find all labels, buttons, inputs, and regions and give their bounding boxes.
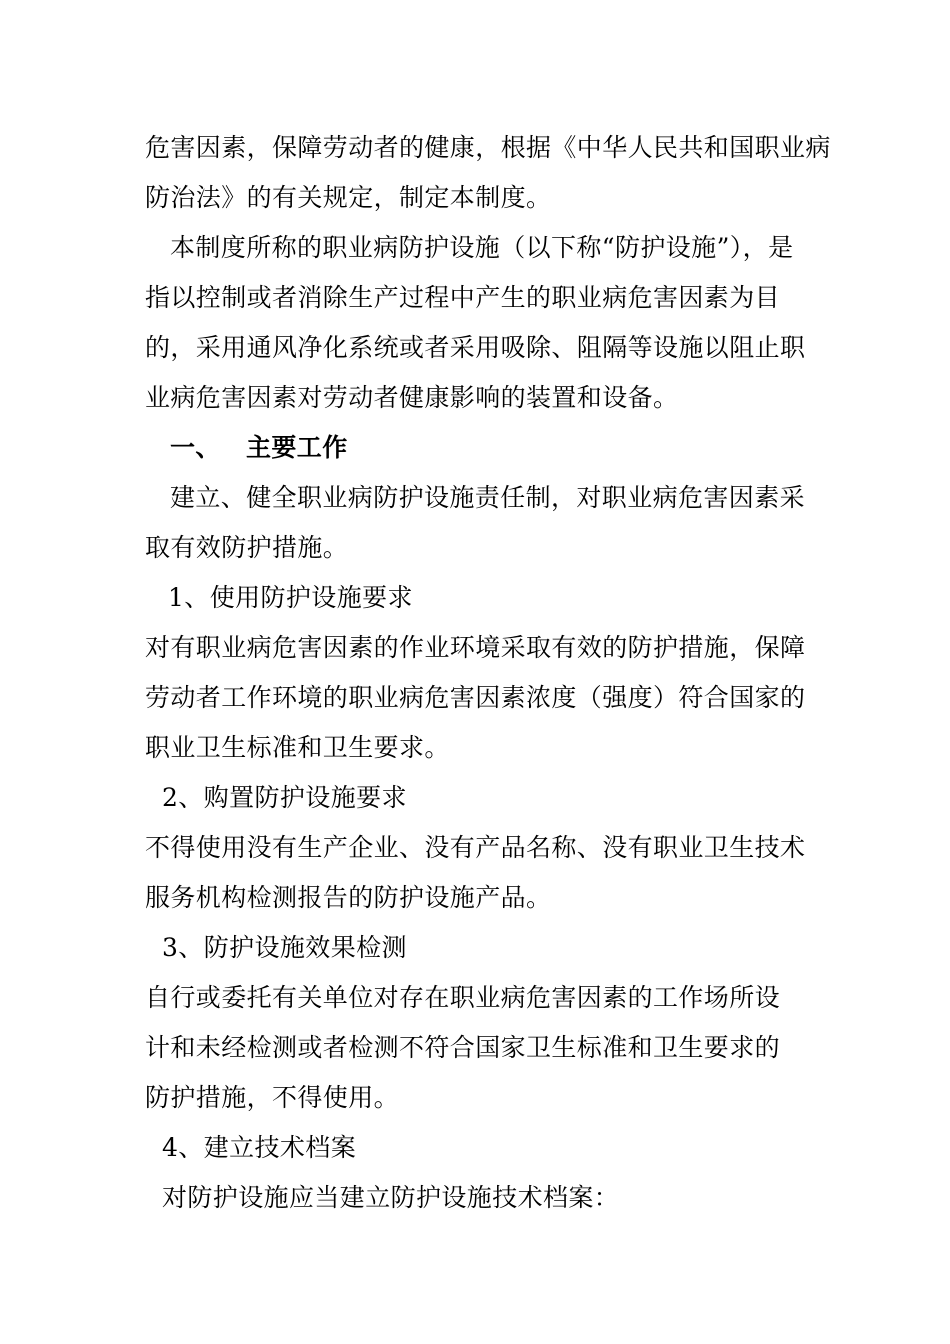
body-text-line: 防护措施，不得使用。 xyxy=(145,1083,400,1112)
body-text-line: 对有职业病危害因素的作业环境采取有效的防护措施，保障 xyxy=(145,633,806,662)
body-text-line: 危害因素，保障劳动者的健康，根据《中华人民共和国职业病 xyxy=(145,133,831,162)
body-text-line: 职业卫生标准和卫生要求。 xyxy=(145,733,450,762)
body-text-line: 计和未经检测或者检测不符合国家卫生标准和卫生要求的 xyxy=(145,1033,781,1062)
section-number: 一、 xyxy=(170,433,221,462)
body-text-line: 建立、健全职业病防护设施责任制，对职业病危害因素采 xyxy=(170,483,806,512)
body-text-line: 服务机构检测报告的防护设施产品。 xyxy=(145,883,552,912)
body-text-line: 劳动者工作环境的职业病危害因素浓度（强度）符合国家的 xyxy=(145,683,806,712)
body-text-line: 本制度所称的职业病防护设施（以下称“防护设施”），是 xyxy=(170,233,794,262)
subsection-heading: 3、防护设施效果检测 xyxy=(162,933,407,962)
body-text-line: 指以控制或者消除生产过程中产生的职业病危害因素为目 xyxy=(145,283,781,312)
body-text-line: 取有效防护措施。 xyxy=(145,533,349,562)
body-text-line: 业病危害因素对劳动者健康影响的装置和设备。 xyxy=(145,383,679,412)
body-text-line: 自行或委托有关单位对存在职业病危害因素的工作场所设 xyxy=(145,983,781,1012)
subsection-heading: 1、使用防护设施要求 xyxy=(168,583,413,612)
section-heading: 主要工作 xyxy=(246,433,348,462)
subsection-heading: 4、建立技术档案 xyxy=(162,1133,357,1162)
body-text-line: 对防护设施应当建立防护设施技术档案： xyxy=(162,1183,620,1212)
body-text-line: 的，采用通风净化系统或者采用吸除、阻隔等设施以阻止职 xyxy=(145,333,806,362)
body-text-line: 防治法》的有关规定，制定本制度。 xyxy=(145,183,552,212)
subsection-heading: 2、购置防护设施要求 xyxy=(162,783,407,812)
body-text-line: 不得使用没有生产企业、没有产品名称、没有职业卫生技术 xyxy=(145,833,806,862)
